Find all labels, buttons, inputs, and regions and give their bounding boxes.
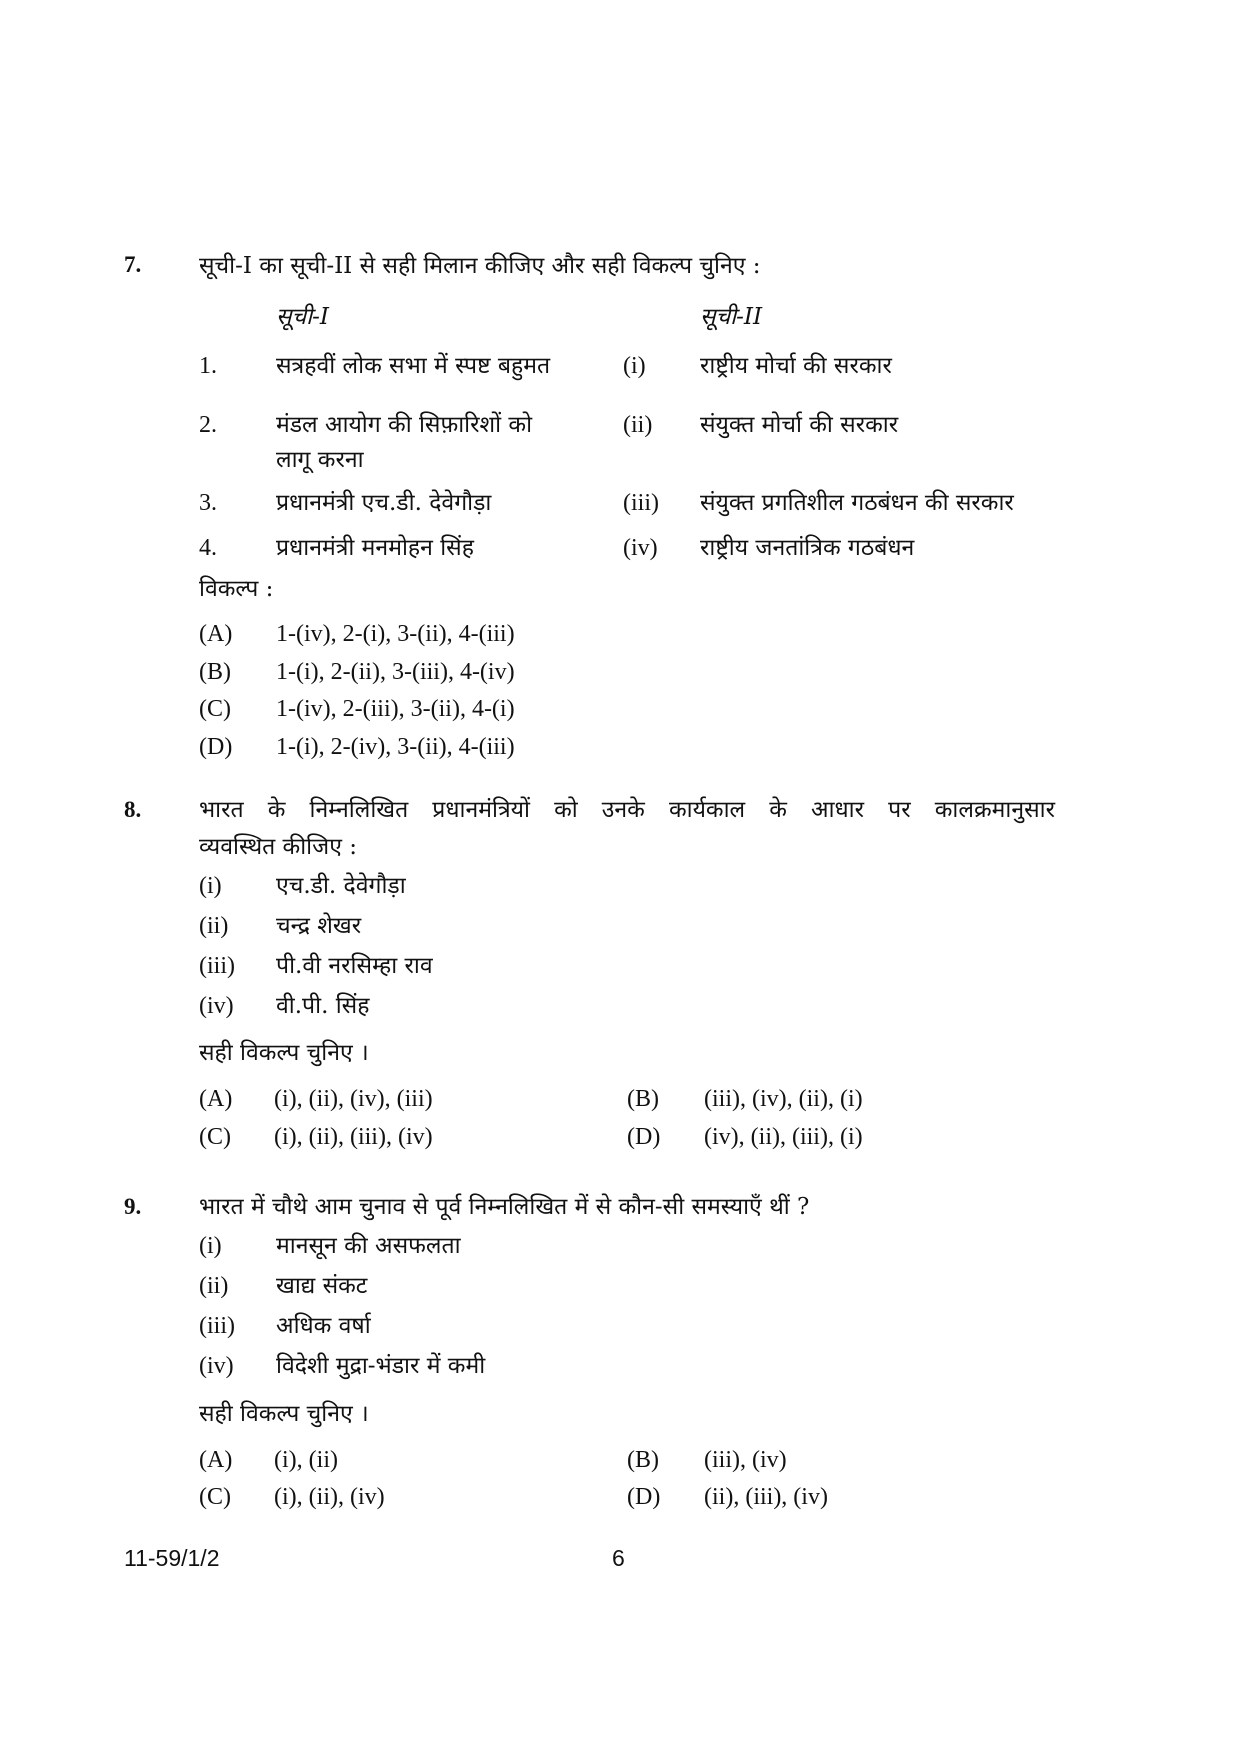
option-key: (C) — [199, 696, 231, 722]
item-key: (iv) — [199, 1353, 234, 1379]
option-key: (A) — [199, 1086, 233, 1112]
match-row-number: 2. — [199, 412, 217, 438]
page-number: 6 — [612, 1545, 625, 1571]
option-key: (A) — [199, 1447, 233, 1473]
option-value: (i), (ii), (iii), (iv) — [274, 1124, 433, 1150]
item-value: अधिक वर्षा — [276, 1313, 371, 1339]
choose-instruction: सही विकल्प चुनिए । — [199, 1401, 369, 1427]
option-key: (D) — [627, 1124, 661, 1150]
match-row-roman: (ii) — [623, 412, 653, 438]
item-value: पी.वी नरसिम्हा राव — [276, 953, 433, 979]
option-key: (D) — [627, 1484, 661, 1510]
match-row-left: मंडल आयोग की सिफ़ारिशों को — [276, 412, 533, 438]
match-row-right: राष्ट्रीय मोर्चा की सरकार — [700, 353, 892, 379]
option-value: (iii), (iv) — [704, 1447, 787, 1473]
options-label: विकल्प : — [199, 576, 274, 602]
question-number: 9. — [124, 1194, 142, 1219]
item-value: खाद्य संकट — [276, 1273, 368, 1299]
match-row-number: 1. — [199, 353, 217, 379]
option-key: (B) — [627, 1447, 659, 1473]
option-value: 1-(i), 2-(ii), 3-(iii), 4-(iv) — [276, 659, 515, 685]
option-key: (B) — [199, 659, 231, 685]
question-number: 7. — [124, 252, 142, 277]
item-value: विदेशी मुद्रा-भंडार में कमी — [276, 1353, 486, 1379]
match-row-number: 4. — [199, 535, 217, 561]
item-key: (ii) — [199, 913, 229, 939]
item-value: चन्द्र शेखर — [276, 913, 362, 939]
option-value: (i), (ii), (iv), (iii) — [274, 1086, 433, 1112]
item-key: (iii) — [199, 1313, 235, 1339]
option-key: (C) — [199, 1124, 231, 1150]
option-key: (C) — [199, 1484, 231, 1510]
question-text-cont: व्यवस्थित कीजिए : — [199, 834, 357, 860]
item-key: (iv) — [199, 993, 234, 1019]
item-key: (iii) — [199, 953, 235, 979]
list-1-header: सूची-I — [276, 304, 329, 330]
question-text: भारत के निम्नलिखित प्रधानमंत्रियों को उनके कार्यकाल के आधार पर कालक्रमानुसार — [199, 797, 1055, 823]
match-row-left: सत्रहवीं लोक सभा में स्पष्ट बहुमत — [276, 353, 551, 379]
match-row-right: राष्ट्रीय जनतांत्रिक गठबंधन — [700, 535, 915, 561]
item-key: (ii) — [199, 1273, 229, 1299]
item-value: वी.पी. सिंह — [276, 993, 370, 1019]
question-text: भारत में चौथे आम चुनाव से पूर्व निम्नलिखित में से कौन-सी समस्याएँ थीं ? — [199, 1194, 810, 1220]
option-value: 1-(i), 2-(iv), 3-(ii), 4-(iii) — [276, 734, 515, 760]
match-row-number: 3. — [199, 490, 217, 516]
match-row-roman: (iii) — [623, 490, 659, 516]
match-row-roman: (iv) — [623, 535, 658, 561]
match-row-right: संयुक्त प्रगतिशील गठबंधन की सरकार — [700, 490, 1014, 516]
option-key: (A) — [199, 621, 233, 647]
option-value: 1-(iv), 2-(iii), 3-(ii), 4-(i) — [276, 696, 515, 722]
option-value: 1-(iv), 2-(i), 3-(ii), 4-(iii) — [276, 621, 515, 647]
match-row-right: संयुक्त मोर्चा की सरकार — [700, 412, 899, 438]
match-row-roman: (i) — [623, 353, 646, 379]
option-value: (i), (ii), (iv) — [274, 1484, 385, 1510]
option-value: (ii), (iii), (iv) — [704, 1484, 828, 1510]
match-row-left: प्रधानमंत्री एच.डी. देवेगौड़ा — [276, 490, 492, 516]
option-key: (B) — [627, 1086, 659, 1112]
paper-code: 11-59/1/2 — [124, 1545, 220, 1571]
match-row-left-cont: लागू करना — [276, 447, 364, 473]
match-row-left: प्रधानमंत्री मनमोहन सिंह — [276, 535, 474, 561]
item-value: मानसून की असफलता — [276, 1233, 461, 1259]
item-key: (i) — [199, 873, 222, 899]
list-2-header: सूची-II — [700, 304, 763, 330]
choose-instruction: सही विकल्प चुनिए । — [199, 1040, 369, 1066]
option-key: (D) — [199, 734, 233, 760]
question-text: सूची-I का सूची-II से सही मिलान कीजिए और सही विकल्प चुनिए : — [199, 253, 761, 279]
option-value: (iv), (ii), (iii), (i) — [704, 1124, 863, 1150]
option-value: (iii), (iv), (ii), (i) — [704, 1086, 863, 1112]
item-key: (i) — [199, 1233, 222, 1259]
item-value: एच.डी. देवेगौड़ा — [276, 873, 406, 899]
question-number: 8. — [124, 797, 142, 822]
option-value: (i), (ii) — [274, 1447, 338, 1473]
